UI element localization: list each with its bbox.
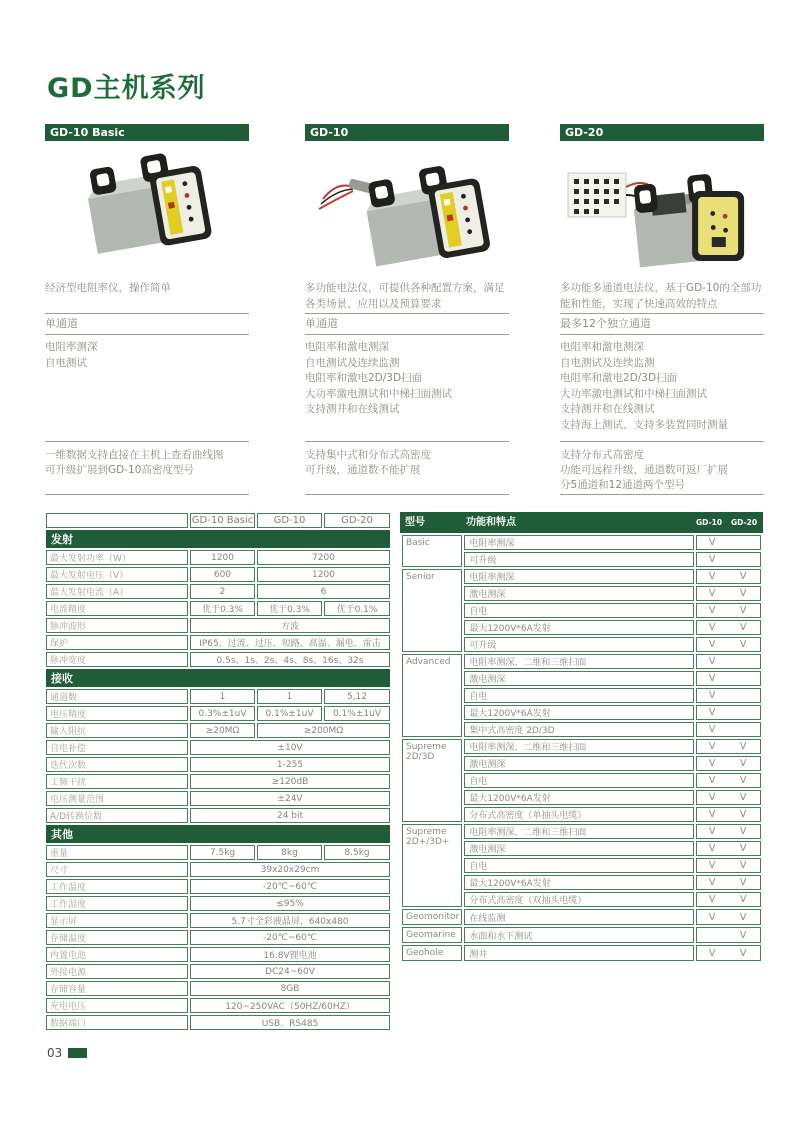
- product-header-gd10: GD-10: [305, 124, 509, 141]
- spec-value-cell: USB、RS485: [190, 1015, 390, 1030]
- feature-table-header: [400, 512, 763, 533]
- check-gd10: V: [708, 571, 716, 582]
- product-header-gd10-basic: GD-10 Basic: [45, 124, 249, 141]
- feature-model-cell: Supreme 2D/3D: [402, 739, 462, 822]
- check-gd10: V: [708, 809, 716, 820]
- check-gd10: V: [708, 792, 716, 803]
- feature-marks-cell: [696, 671, 761, 686]
- spec-row-label: 通道数: [46, 689, 188, 704]
- feature-header-model: 型号: [405, 517, 425, 528]
- spec-row-label: 充电电压: [46, 998, 188, 1013]
- feature-name-cell: 分布式高密度（双抽头电缆）: [464, 892, 693, 907]
- feature-model-cell: Geohole: [402, 945, 462, 961]
- spec-row-label: 存储容量: [46, 981, 188, 996]
- feature-line: 电阻率和激电测深: [560, 341, 644, 353]
- spec-section-header: 接收: [46, 669, 390, 687]
- spec-value-cell: DC24~60V: [190, 964, 390, 979]
- spec-value-cell: 优于0.3%: [257, 601, 322, 616]
- feature-name-cell: 自电: [464, 773, 693, 788]
- feature-marks-cell: [696, 824, 761, 839]
- feature-marks-cell: [696, 790, 761, 805]
- spec-value-cell: IP65、过流、过压、短路、高温、漏电、雷击: [190, 635, 390, 650]
- note-line: 一维数据支持直接在主机上查看曲线图: [45, 449, 224, 461]
- feature-name-cell: 测井: [464, 945, 693, 961]
- check-gd20: V: [739, 792, 747, 803]
- feature-line: 大功率激电测试和中梯扫面测试: [305, 387, 452, 400]
- spec-row-label: 最大发射电压（V）: [46, 567, 188, 582]
- product-photo-gd10: [305, 141, 509, 280]
- check-gd20: V: [739, 605, 747, 616]
- check-gd10: V: [708, 758, 716, 769]
- spec-value-cell: ≥200MΩ: [257, 723, 390, 738]
- feature-name-cell: 最大1200V*6A发射: [464, 620, 693, 635]
- product-photo-gd20: [560, 141, 764, 280]
- spec-row-label: 自电补偿: [46, 740, 188, 755]
- feature-name-cell: 激电测深: [464, 671, 693, 686]
- feature-name-cell: 电阻率测深: [464, 535, 693, 550]
- feature-header-feature: 功能和特点: [466, 517, 516, 528]
- spec-row-label: 尺寸: [46, 862, 188, 877]
- check-gd20: V: [739, 741, 747, 752]
- feature-line: 大功率激电测试和中梯扫面测试: [560, 387, 707, 400]
- feature-marks-cell: [696, 927, 761, 943]
- check-gd20: V: [739, 775, 747, 786]
- spec-column-header: GD-20: [324, 513, 390, 528]
- spec-value-cell: 39x20x29cm: [190, 862, 390, 877]
- spec-row-label: 数据端口: [46, 1015, 188, 1030]
- feature-model-cell: Geomonitor: [402, 909, 462, 925]
- spec-section-header: 其他: [46, 825, 390, 843]
- feature-name-cell: 激电测深: [464, 841, 693, 856]
- spec-row-label: 工作温度: [46, 879, 188, 894]
- spec-value-cell: 8kg: [257, 845, 322, 860]
- spec-row-label: 最大发射电流（A）: [46, 584, 188, 599]
- feature-marks-cell: [696, 552, 761, 567]
- check-gd10: V: [708, 947, 716, 959]
- spec-value-cell: 5,12: [324, 689, 390, 704]
- product-column-gd10-basic: [45, 124, 249, 495]
- check-gd20: V: [739, 758, 747, 769]
- spec-row-label: 显示屏: [46, 913, 188, 928]
- spec-value-cell: 方波: [190, 618, 390, 633]
- feature-marks-cell: [696, 773, 761, 788]
- check-gd10: V: [708, 877, 716, 888]
- feature-marks-cell: [696, 945, 761, 961]
- feature-line: 电阻率和激电测深: [305, 341, 389, 353]
- note-line: 分5通道和12通道两个型号: [560, 479, 686, 491]
- feature-marks-cell: [696, 620, 761, 635]
- product-description: 经济型电阻率仪，操作简单: [45, 282, 171, 294]
- note-line: 可升级，通道数不能扩展: [305, 464, 421, 476]
- feature-marks-cell: [696, 807, 761, 822]
- spec-value-cell: 0.1%±1uV: [324, 706, 390, 721]
- spec-value-cell: 24 bit: [190, 808, 390, 823]
- spec-corner-cell: [46, 513, 188, 528]
- spec-value-cell: 5.7寸全彩液晶屏，640x480: [190, 913, 390, 928]
- check-gd10: V: [708, 911, 716, 923]
- feature-line: 电阻率测深: [45, 341, 98, 353]
- product-notes: [560, 442, 764, 494]
- spec-table: [44, 511, 392, 1032]
- spec-row-label: 重量: [46, 845, 188, 860]
- feature-name-cell: 分布式高密度（单抽头电缆）: [464, 807, 693, 822]
- spec-value-cell: ≥20MΩ: [190, 723, 255, 738]
- feature-model-cell: Advanced: [402, 654, 462, 737]
- feature-line: 电阻率和激电2D/3D扫面: [560, 372, 678, 384]
- feature-name-cell: 在线监测: [464, 909, 693, 925]
- spec-row-label: 电压测量范围: [46, 791, 188, 806]
- check-gd20: V: [739, 571, 747, 582]
- feature-name-cell: 可升级: [464, 637, 693, 652]
- feature-marks-cell: [696, 841, 761, 856]
- feature-marks-cell: [696, 892, 761, 907]
- feature-line: 自电测试: [45, 356, 87, 369]
- check-gd20: V: [739, 947, 747, 959]
- feature-name-cell: 自电: [464, 688, 693, 703]
- feature-marks-cell: [696, 722, 761, 737]
- feature-marks-cell: [696, 535, 761, 550]
- check-gd20: V: [739, 622, 747, 633]
- feature-header-gd20: GD-20: [731, 518, 758, 527]
- spec-row-label: 保护: [46, 635, 188, 650]
- spec-value-cell: 0.3%±1uV: [190, 706, 255, 721]
- spec-value-cell: 优于0.3%: [190, 601, 255, 616]
- spec-value-cell: -20℃~60℃: [190, 930, 390, 945]
- check-gd10: V: [708, 690, 716, 701]
- page-title: GD主机系列: [47, 73, 206, 104]
- check-gd20: V: [739, 639, 747, 650]
- product-header-gd20: GD-20: [560, 124, 764, 141]
- spec-row-label: 工作湿度: [46, 896, 188, 911]
- check-gd20: V: [739, 588, 747, 599]
- feature-marks-cell: [696, 654, 761, 669]
- feature-line: 支持测井和在线测试: [305, 403, 400, 415]
- check-gd20: V: [739, 929, 747, 941]
- check-gd20: V: [739, 809, 747, 820]
- spec-value-cell: 7200: [257, 550, 390, 565]
- channel-label: 单通道: [305, 317, 338, 330]
- check-gd10: V: [708, 775, 716, 786]
- note-line: 功能可远程升级，通道数可返厂扩展: [560, 464, 728, 476]
- feature-marks-cell: [696, 569, 761, 584]
- instrument-illustration: [560, 147, 764, 274]
- divider: [560, 494, 764, 495]
- check-gd10: V: [708, 673, 716, 684]
- spec-row-label: 输入阻抗: [46, 723, 188, 738]
- page-number: 03: [47, 1046, 63, 1060]
- check-gd20: V: [739, 843, 747, 854]
- check-gd10: V: [708, 741, 716, 752]
- page-footer: [47, 1046, 87, 1060]
- product-description: 多功能多通道电法仪，基于GD-10的全部功能和性能，实现了快速高效的特点: [560, 282, 762, 310]
- spec-row-label: 电压精度: [46, 706, 188, 721]
- spec-value-cell: 8GB: [190, 981, 390, 996]
- feature-marks-cell: [696, 875, 761, 890]
- feature-marks-cell: [696, 739, 761, 754]
- spec-value-cell: 16.8V锂电池: [190, 947, 390, 962]
- spec-row-label: 迭代次数: [46, 757, 188, 772]
- feature-name-cell: 水面和水下测试: [464, 927, 693, 943]
- feature-name-cell: 集中式高密度 2D/3D: [464, 722, 693, 737]
- spec-value-cell: -20℃~60℃: [190, 879, 390, 894]
- spec-value-cell: 1-255: [190, 757, 390, 772]
- feature-model-cell: Supreme 2D+/3D+: [402, 824, 462, 907]
- spec-column-header: GD-10: [257, 513, 322, 528]
- divider: [45, 494, 249, 495]
- feature-line: 支持海上测试、支持多装置同时测量: [560, 418, 728, 431]
- spec-value-cell: 0.5s、1s、2s、4s、8s、16s、32s: [190, 652, 390, 667]
- spec-value-cell: 优于0.1%: [324, 601, 390, 616]
- feature-name-cell: 最大1200V*6A发射: [464, 875, 693, 890]
- check-gd10: V: [708, 894, 716, 905]
- spec-value-cell: 1: [190, 689, 255, 704]
- spec-value-cell: ±10V: [190, 740, 390, 755]
- product-description: 多功能电法仪，可提供各种配置方案，满足各类场景、应用以及预算要求: [305, 282, 505, 310]
- feature-model-cell: Geomarine: [402, 927, 462, 943]
- feature-name-cell: 电阻率测深: [464, 569, 693, 584]
- check-gd20: V: [739, 894, 747, 905]
- check-gd10: V: [708, 622, 716, 633]
- feature-line: 电阻率和激电2D/3D扫面: [305, 372, 423, 384]
- feature-marks-cell: [696, 586, 761, 601]
- divider: [305, 494, 509, 495]
- spec-value-cell: 120~250VAC（50HZ/60HZ）: [190, 998, 390, 1013]
- spec-value-cell: 600: [190, 567, 255, 582]
- feature-marks-cell: [696, 756, 761, 771]
- feature-marks-cell: [696, 909, 761, 925]
- feature-name-cell: 自电: [464, 858, 693, 873]
- note-line: 可升级扩展到GD-10高密度型号: [45, 464, 194, 476]
- check-gd20: V: [739, 860, 747, 871]
- feature-model-cell: Basic: [402, 535, 462, 567]
- spec-value-cell: ±24V: [190, 791, 390, 806]
- feature-name-cell: 电阻率测深、二维和三维扫面: [464, 739, 693, 754]
- instrument-illustration: [45, 147, 249, 274]
- spec-value-cell: 8.5kg: [324, 845, 390, 860]
- spec-row-label: 存储温度: [46, 930, 188, 945]
- feature-line: 支持测井和在线测试: [560, 403, 655, 415]
- spec-value-cell: ≤95%: [190, 896, 390, 911]
- product-column-gd20: [560, 124, 764, 495]
- spec-value-cell: 2: [190, 584, 255, 599]
- spec-row-label: 电流精度: [46, 601, 188, 616]
- feature-name-cell: 可升级: [464, 552, 693, 567]
- check-gd10: V: [708, 554, 716, 565]
- product-notes: [45, 442, 249, 494]
- spec-row-label: 内置电池: [46, 947, 188, 962]
- feature-name-cell: 自电: [464, 603, 693, 618]
- spec-row-label: A/D转换位数: [46, 808, 188, 823]
- check-gd20: V: [739, 826, 747, 837]
- check-gd10: V: [708, 588, 716, 599]
- feature-name-cell: 最大1200V*6A发射: [464, 790, 693, 805]
- spec-value-cell: 7.5kg: [190, 845, 255, 860]
- check-gd10: V: [708, 639, 716, 650]
- check-gd10: V: [708, 724, 716, 735]
- spec-row-label: 脉冲波形: [46, 618, 188, 633]
- feature-marks-cell: [696, 705, 761, 720]
- product-feature-list: [560, 335, 764, 441]
- spec-value-cell: 6: [257, 584, 390, 599]
- check-gd10: V: [708, 826, 716, 837]
- channel-label: 最多12个独立通道: [560, 317, 651, 330]
- spec-value-cell: 0.1%±1uV: [257, 706, 322, 721]
- spec-column-header: GD-10 Basic: [191, 515, 254, 526]
- feature-table-body: [400, 533, 763, 963]
- feature-name-cell: 激电测深: [464, 756, 693, 771]
- feature-line: 自电测试及连续监测: [305, 356, 400, 369]
- check-gd10: V: [708, 843, 716, 854]
- feature-line: 自电测试及连续监测: [560, 356, 655, 369]
- footer-green-square: [68, 1048, 87, 1058]
- check-gd10: V: [708, 707, 716, 718]
- spec-row-label: 脉冲宽度: [46, 652, 188, 667]
- check-gd10: V: [708, 537, 716, 548]
- product-feature-list: [305, 335, 509, 441]
- feature-marks-cell: [696, 637, 761, 652]
- feature-name-cell: 电阻率测深、二维和三维扫面: [464, 824, 693, 839]
- spec-value-cell: 1: [257, 689, 322, 704]
- check-gd20: V: [739, 911, 747, 923]
- spec-row-label: 工频干扰: [46, 774, 188, 789]
- spec-value-cell: 1200: [190, 550, 255, 565]
- instrument-illustration: [305, 147, 509, 274]
- product-notes: [305, 442, 509, 494]
- feature-table: [400, 512, 763, 963]
- check-gd10: V: [708, 860, 716, 871]
- feature-marks-cell: [696, 603, 761, 618]
- spec-section-header: 发射: [46, 530, 390, 548]
- product-feature-list: [45, 335, 249, 441]
- feature-model-cell: Senior: [402, 569, 462, 652]
- channel-label: 单通道: [45, 317, 78, 330]
- check-gd20: V: [739, 877, 747, 888]
- product-column-gd10: [305, 124, 509, 495]
- feature-marks-cell: [696, 688, 761, 703]
- product-photo-gd10-basic: [45, 141, 249, 280]
- check-gd10: V: [708, 656, 716, 667]
- spec-value-cell: ≥120dB: [190, 774, 390, 789]
- feature-header-gd10: GD-10: [696, 518, 723, 527]
- note-line: 支持集中式和分布式高密度: [305, 449, 431, 461]
- note-line: 支持分布式高密度: [560, 449, 644, 461]
- feature-name-cell: 最大1200V*6A发射: [464, 705, 693, 720]
- spec-row-label: 外接电源: [46, 964, 188, 979]
- spec-row-label: 最大发射功率（W）: [46, 550, 188, 565]
- feature-name-cell: 电阻率测深、二维和三维扫面: [464, 654, 693, 669]
- feature-marks-cell: [696, 858, 761, 873]
- spec-value-cell: 1200: [257, 567, 390, 582]
- check-gd10: V: [708, 605, 716, 616]
- feature-name-cell: 激电测深: [464, 586, 693, 601]
